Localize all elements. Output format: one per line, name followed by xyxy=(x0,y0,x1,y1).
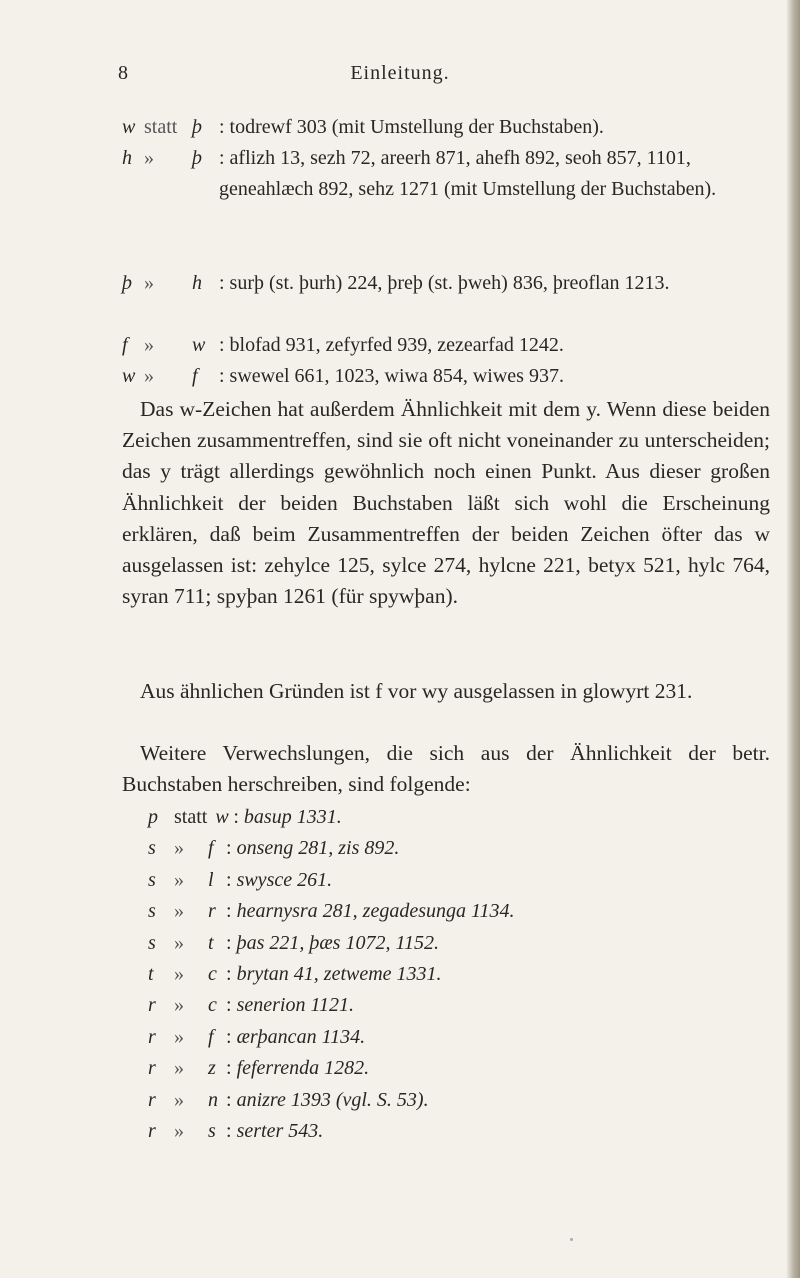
list-examples: onseng 281, zis 892. xyxy=(236,837,400,860)
page-number: 8 xyxy=(118,62,128,84)
list-letter-a: s xyxy=(148,868,156,891)
list-letter-a: r xyxy=(148,1088,156,1111)
list-examples: feferrenda 1282. xyxy=(236,1057,370,1080)
list-examples: þas 221, þæs 1072, 1152. xyxy=(236,931,439,954)
page-edge-shadow xyxy=(786,0,800,1278)
paragraph-text: Das w-Zeichen hat außerdem Ähnlichkeit mit dem y. Wenn diese beiden Zeichen zusammentreffen, sind sie oft nicht voneinander zu unterscheiden; das y trägt allerdings gewöhnlich noch einen Punkt. Aus dieser großen Ähnlichkeit der beiden Buchstaben läßt sich wohl die Erscheinung erklären, daß beim Zusammentreffen der beiden Zeichen öfter das w ausgelassen ist: zehylce 125, sylce 274, hylcne 221, betyx 521, hylc 764, syran 711; spyþan 1261 (für spywþan). xyxy=(122,397,770,609)
entry-w-f xyxy=(122,361,762,392)
list-sep: » xyxy=(174,868,184,891)
list-examples: serter 543. xyxy=(236,1119,324,1142)
list-examples: swysce 261. xyxy=(236,868,333,891)
list-item: r » c : senerion 1121. xyxy=(148,990,748,1021)
list-letter-a: s xyxy=(148,900,156,923)
entry-letter: w xyxy=(122,116,136,138)
entry-thorn-h xyxy=(122,268,762,299)
list-sep: » xyxy=(174,900,184,923)
list-item: s » l : swysce 261. xyxy=(148,865,748,896)
list-letter-a: s xyxy=(148,837,156,860)
entry-w-thorn xyxy=(122,112,762,143)
entry-text: : blofad 931, zefyrfed 939, zezearfad 1242. xyxy=(219,334,564,356)
entry-letter: h xyxy=(122,147,132,169)
list-examples: basup 1331. xyxy=(243,806,342,828)
list-letter-b: f xyxy=(208,837,214,860)
list-item: r » s : serter 543. xyxy=(148,1116,748,1147)
list-letter-a: r xyxy=(148,1057,156,1080)
list-sep: » xyxy=(174,1119,184,1142)
entry-text: : surþ (st. þurh) 224, þreþ (st. þweh) 836, þreoflan 1213. xyxy=(219,272,670,294)
list-letter-a: p xyxy=(148,806,158,828)
list-letter-a: t xyxy=(148,962,154,985)
list-letter-b: c xyxy=(208,962,217,985)
list-item: s » f : onseng 281, zis 892. xyxy=(148,833,748,864)
list-letter-b: r xyxy=(208,900,216,923)
running-head: Einleitung. xyxy=(350,62,450,84)
list-letter-a: r xyxy=(148,1119,156,1142)
list-sep: » xyxy=(174,931,184,954)
entry-h-thorn xyxy=(122,143,762,205)
list-sep: » xyxy=(174,962,184,985)
entry-sep: » xyxy=(144,334,154,356)
entry-target: w xyxy=(192,334,206,356)
list-item: p statt w : basup 1331. xyxy=(148,802,748,833)
list-sep: » xyxy=(174,1057,184,1080)
list-letter-b: z xyxy=(208,1057,216,1080)
paragraph-w-y-similarity xyxy=(122,394,770,612)
list-letter-b: s xyxy=(208,1119,216,1142)
list-letter-b: n xyxy=(208,1088,218,1111)
list-letter-b: c xyxy=(208,994,217,1017)
confusion-list xyxy=(148,802,748,1147)
list-examples: ærþancan 1134. xyxy=(236,1025,366,1048)
list-letter-b: l xyxy=(208,868,214,891)
list-letter-a: s xyxy=(148,931,156,954)
list-letter-b: w xyxy=(215,806,229,828)
paragraph-f-omitted xyxy=(122,676,770,707)
list-sep: » xyxy=(174,994,184,1017)
list-item: r » z : feferrenda 1282. xyxy=(148,1053,748,1084)
paragraph-text: Aus ähnlichen Gründen ist f vor wy ausgelassen in glowyrt 231. xyxy=(140,679,693,703)
list-item: r » f : ærþancan 1134. xyxy=(148,1022,748,1053)
list-letter-a: r xyxy=(148,994,156,1017)
list-examples: hearnysra 281, zegadesunga 1134. xyxy=(236,900,515,923)
entry-sep: statt xyxy=(144,116,178,138)
paragraph-text: Weitere Verwechslungen, die sich aus der Ähnlichkeit der betr. Buchstaben herschreiben, sind folgende: xyxy=(122,741,770,797)
entry-target: h xyxy=(192,272,202,294)
entry-target: þ xyxy=(192,147,202,169)
entry-sep: » xyxy=(144,147,154,169)
entry-letter: w xyxy=(122,365,136,387)
list-letter-a: r xyxy=(148,1025,156,1048)
entry-target: þ xyxy=(192,116,202,138)
entry-letter: þ xyxy=(122,272,132,294)
entry-letter: f xyxy=(122,334,128,356)
list-sep: » xyxy=(174,837,184,860)
print-speck xyxy=(570,1238,573,1241)
list-item: t » c : brytan 41, zetweme 1331. xyxy=(148,959,748,990)
list-item: r » n : anizre 1393 (vgl. S. 53). xyxy=(148,1085,748,1116)
list-sep: » xyxy=(174,1088,184,1111)
paragraph-further-confusions xyxy=(122,738,770,800)
entry-target: f xyxy=(192,365,198,387)
list-sep: statt xyxy=(174,806,208,828)
entry-sep: » xyxy=(144,272,154,294)
entry-text: : aflizh 13, sezh 72, areerh 871, ahefh 892, seoh 857, 1101, geneahlæch 892, sehz 1271 (mit Umstellung der Buchstaben). xyxy=(219,147,717,200)
list-examples: anizre 1393 (vgl. S. 53). xyxy=(236,1088,429,1111)
list-item: s » r : hearnysra 281, zegadesunga 1134. xyxy=(148,896,748,927)
list-letter-b: t xyxy=(208,931,214,954)
list-letter-b: f xyxy=(208,1025,214,1048)
list-examples: brytan 41, zetweme 1331. xyxy=(236,962,442,985)
entry-text: : todrewf 303 (mit Umstellung der Buchstaben). xyxy=(219,116,604,138)
entry-f-w xyxy=(122,330,762,361)
list-sep: » xyxy=(174,1025,184,1048)
list-item: s » t : þas 221, þæs 1072, 1152. xyxy=(148,928,748,959)
entry-sep: » xyxy=(144,365,154,387)
entry-text: : swewel 661, 1023, wiwa 854, wiwes 937. xyxy=(219,365,564,387)
list-examples: senerion 1121. xyxy=(236,994,354,1017)
